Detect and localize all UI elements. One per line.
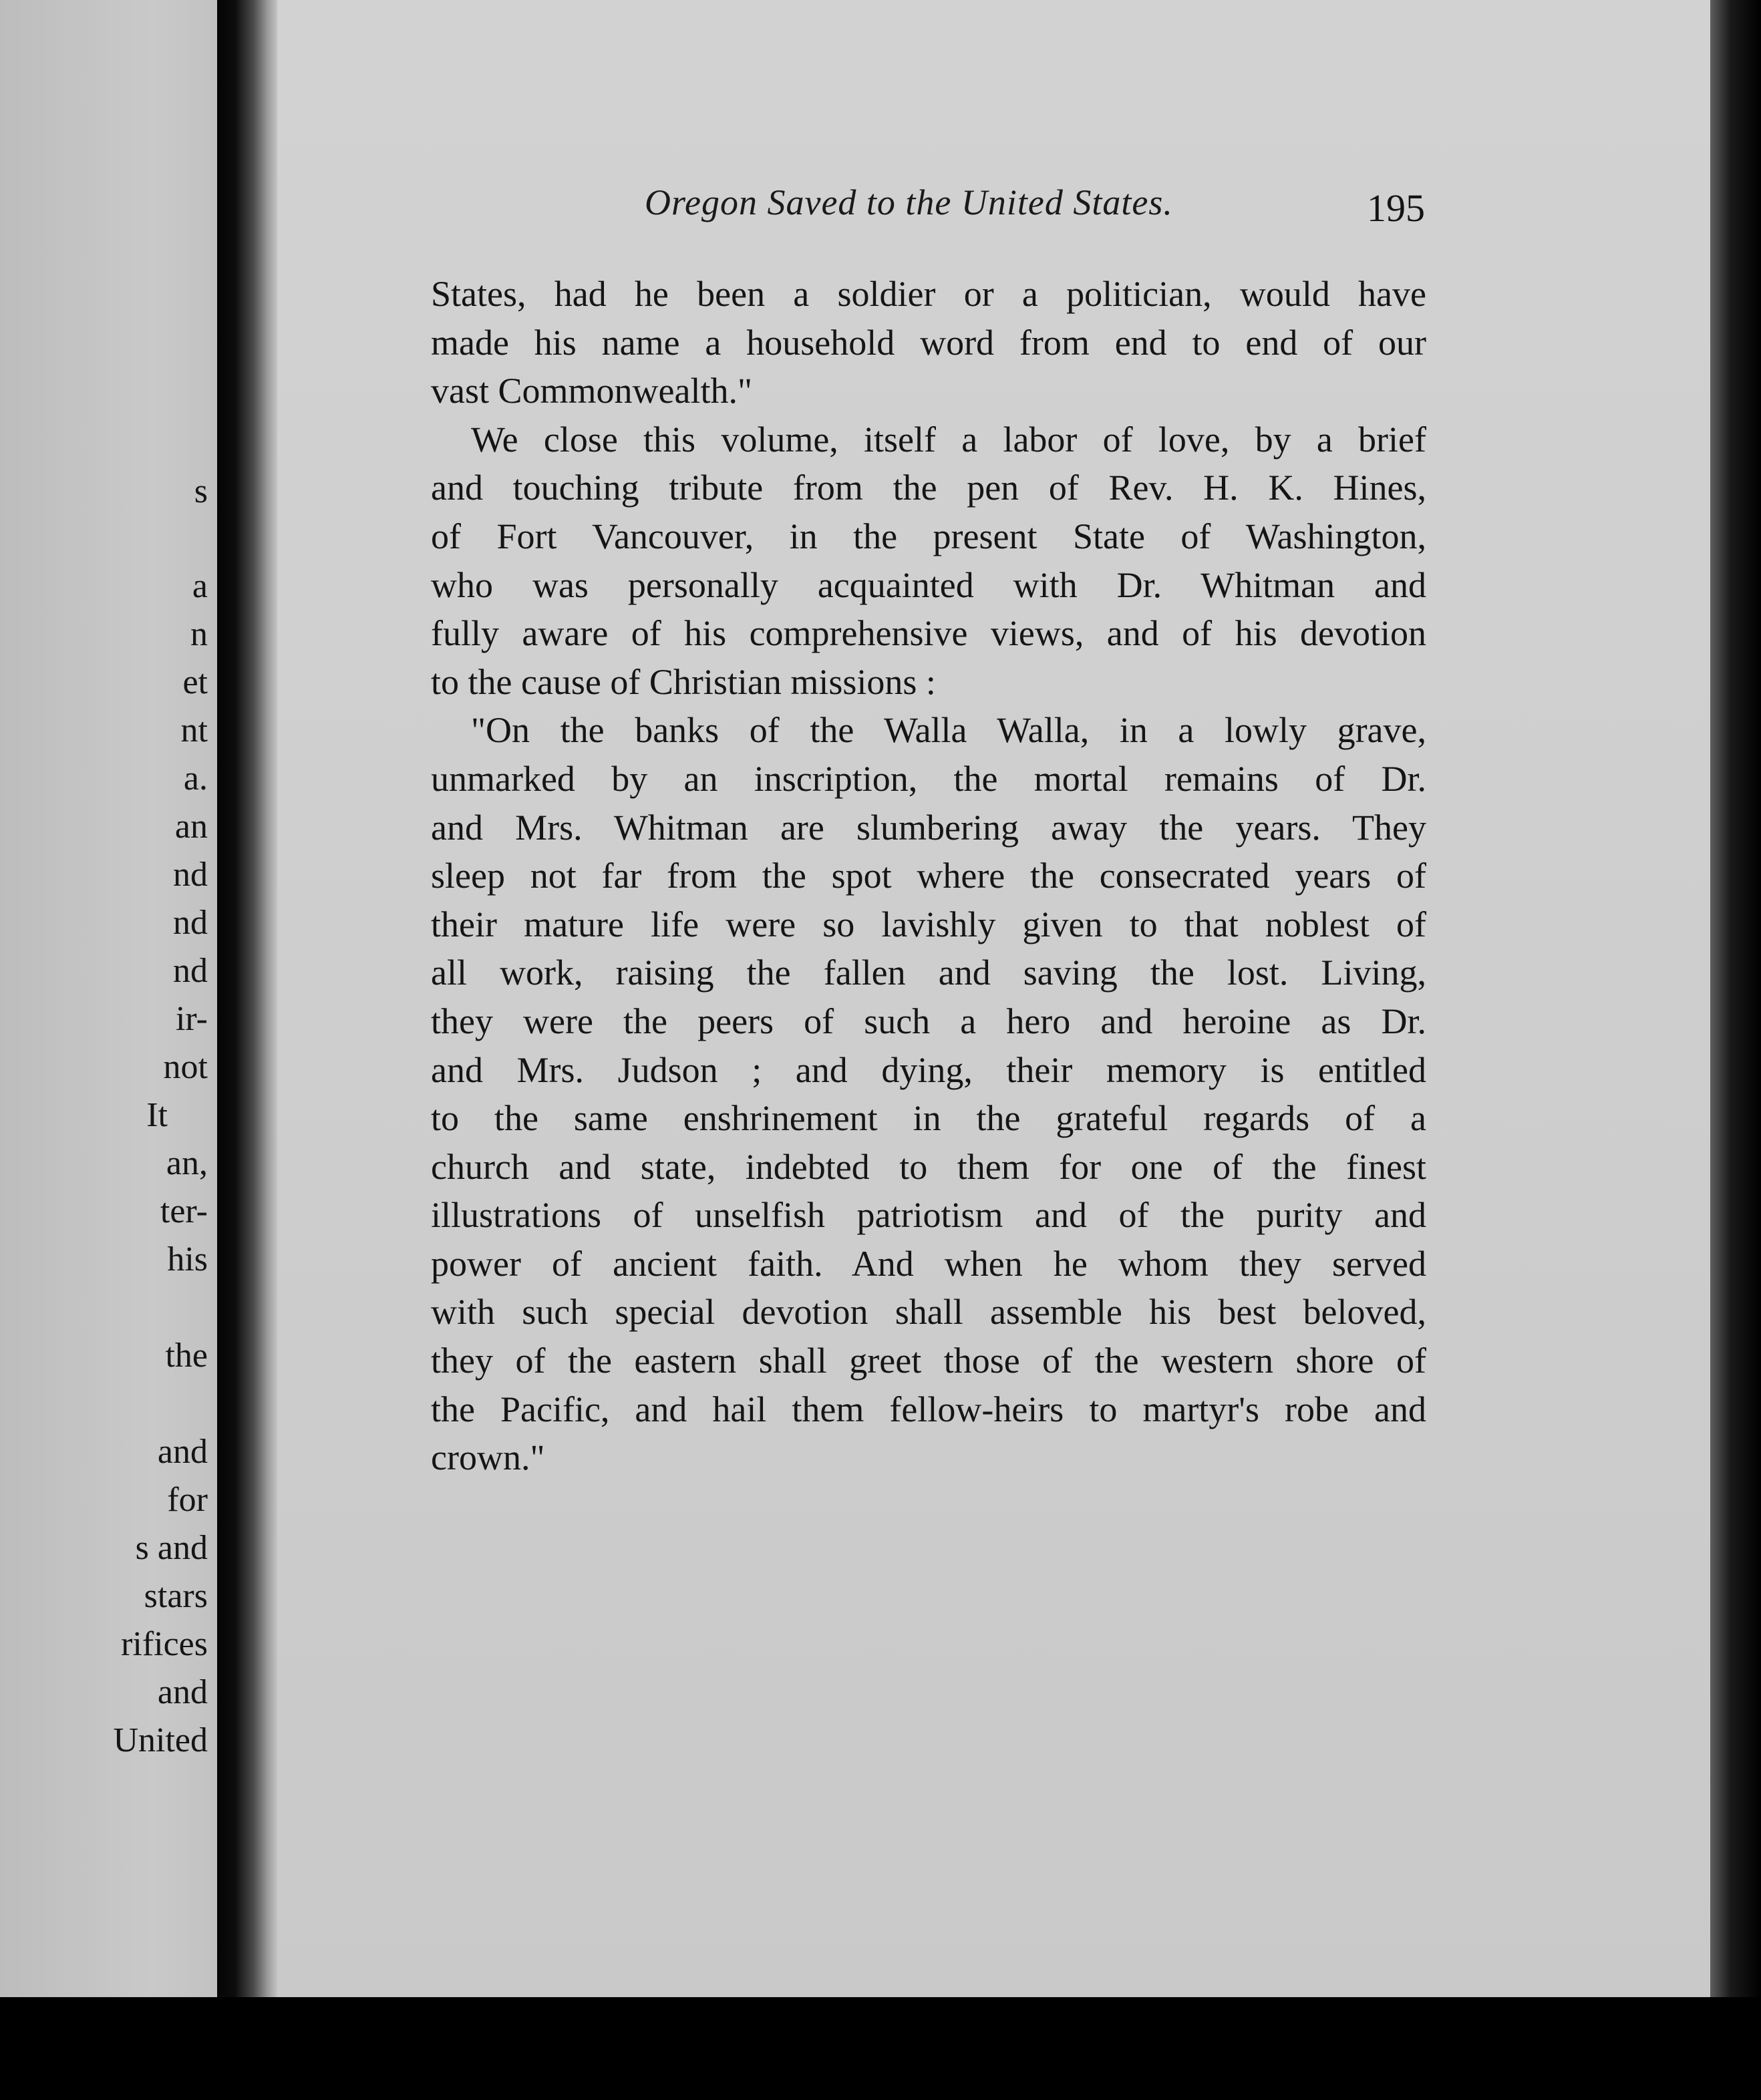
left-page-fragment: It [146,1096,168,1134]
body-text-line: We close this volume, itself a labor of love, by a brief [471,419,1426,460]
running-head: Oregon Saved to the United States. [645,182,1173,222]
left-page-fragment: a [192,567,208,605]
left-page-fragment: ter- [160,1192,208,1230]
left-page-fragment: his [167,1240,208,1278]
left-page-fragment: an, [166,1144,208,1182]
left-page-fragment: and [157,1433,208,1471]
body-text-line: and touching tribute from the pen of Rev. H. K. Hines, [431,468,1426,508]
body-text-line: unmarked by an inscription, the mortal remains of Dr. [431,758,1426,799]
left-page-fragment: an [174,808,208,846]
left-page-fragment: ir- [175,1000,208,1038]
body-text-line: crown." [431,1437,545,1478]
body-text-line: to the cause of Christian missions : [431,661,936,702]
left-page-fragment: rifices [121,1625,208,1663]
body-text-line: sleep not far from the spot where the consecrated years of [431,856,1426,896]
body-text-line: church and state, indebted to them for one of the finest [431,1146,1426,1187]
body-text-line: "On the banks of the Walla Walla, in a lowly grave, [471,710,1426,751]
left-page-fragment: not [163,1048,208,1086]
body-text-line: they were the peers of such a hero and heroine as Dr. [431,1001,1426,1041]
body-text-line: vast Commonwealth." [431,371,752,411]
body-text-line: States, had he been a soldier or a politician, would have [431,274,1426,314]
left-page-fragment: s and [135,1529,208,1567]
left-page-fragment: a. [183,759,208,798]
left-page-fragment: nt [180,711,208,749]
book-gutter [217,0,277,1997]
left-page-fragment: nd [173,856,208,894]
body-text-line: of Fort Vancouver, in the present State of Washington, [431,516,1426,556]
left-page-fragment: stars [144,1577,208,1615]
body-text-line: they of the eastern shall greet those of the western shore of [431,1341,1426,1381]
left-page-fragment: and [157,1673,208,1711]
left-page-fragment: n [190,615,208,653]
left-page [0,0,217,1997]
left-page-fragment: et [182,663,208,701]
left-page-fragment: nd [173,952,208,990]
body-text-line: fully aware of his comprehensive views, and of his devotion [431,613,1426,654]
left-page-fragment: United [113,1721,208,1759]
left-page-fragment: s [194,472,208,510]
body-text-line: and Mrs. Whitman are slumbering away the years. They [431,807,1426,848]
left-page-fragment: for [167,1481,208,1519]
left-page-fragment: nd [173,904,208,942]
body-text-line: with such special devotion shall assemble his best beloved, [431,1292,1426,1333]
body-text-line: to the same enshrinement in the grateful regards of a [431,1098,1426,1139]
body-text-line: made his name a household word from end to end of our [431,322,1426,363]
body-text-line: power of ancient faith. And when he whom they served [431,1243,1426,1284]
page-number: 195 [1367,186,1425,230]
body-text [431,270,1426,1482]
body-text-line: all work, raising the fallen and saving the lost. Living, [431,952,1426,993]
body-text-line: and Mrs. Judson ; and dying, their memory is entitled [431,1049,1426,1090]
page-edge-shadow [1710,0,1761,2100]
body-text-line: who was personally acquainted with Dr. Whitman and [431,564,1426,605]
body-text-line: the Pacific, and hail them fellow-heirs to martyr's robe and [431,1389,1426,1429]
body-text-line: their mature life were so lavishly given to that noblest of [431,904,1426,944]
body-text-line: illustrations of unselfish patriotism and of the purity and [431,1195,1426,1236]
left-page-fragment: the [165,1337,208,1375]
scan-background [0,1997,1761,2100]
